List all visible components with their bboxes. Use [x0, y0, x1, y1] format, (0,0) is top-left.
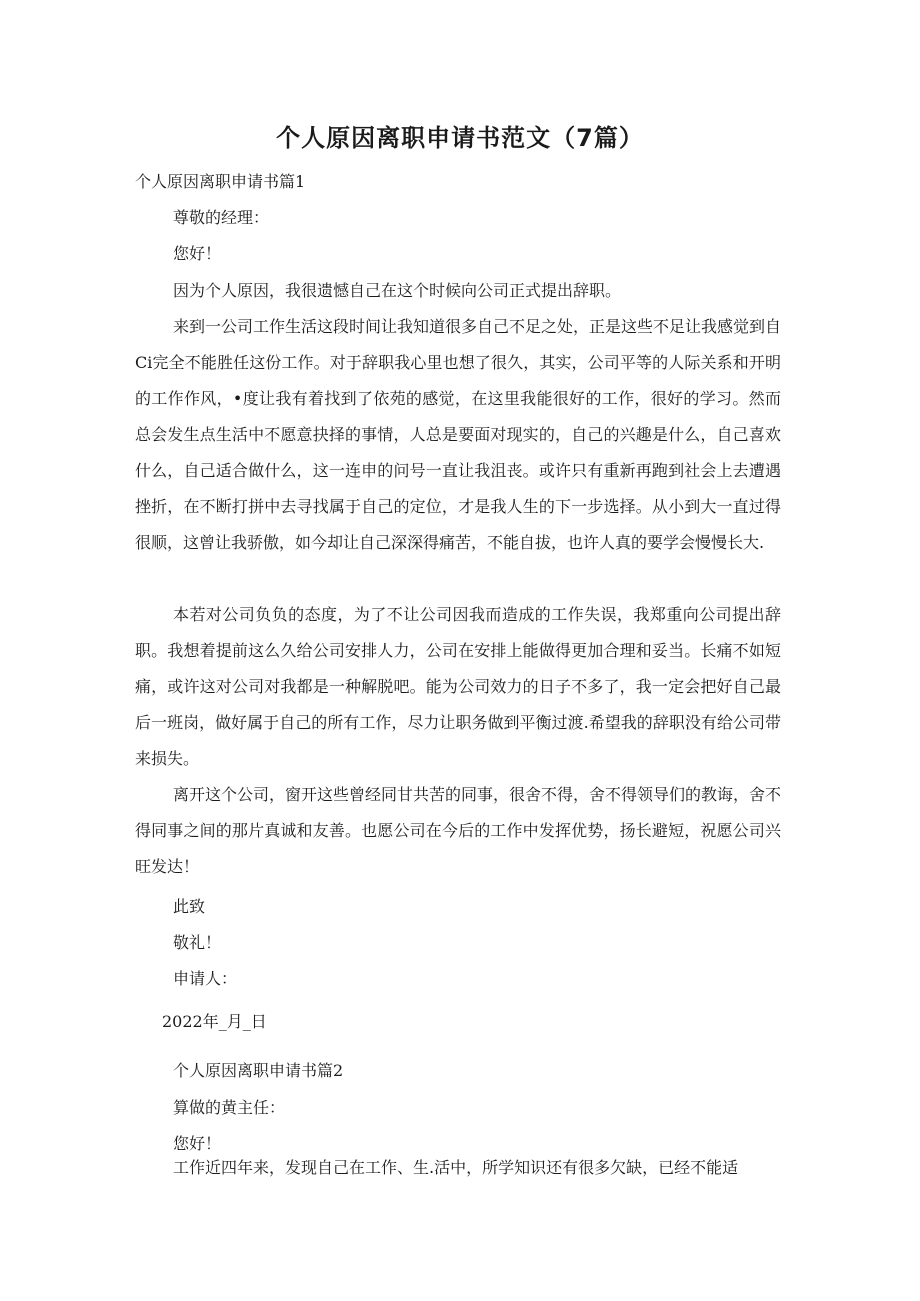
closing-line-1: 此致: [173, 897, 206, 916]
section2-paragraph-1: 工作近四年来，发现自己在工作、生.活中，所学知识还有很多欠缺，已经不能适: [173, 1158, 739, 1177]
document-title: 个人原因离职申请书范文（7篇）: [276, 124, 644, 152]
section1-paragraph-2: 本若对公司负负的态度，为了不让公司因我而造成的工作失误，我郑重向公司提出辞职。我想着提前这么久给公司安排人力，公司在安排上能做得更加合理和妥当。长痛不如短痛，或许这对公司对我都是一种解脱吧。能为公司效力的日子不多了，我一定会把好自己最后一班岗，做好属于自己的所有工作，尽力让职务做到平衡过渡.希望我的辞职没有给公司带来损失。: [135, 605, 781, 768]
section2-salutation: 算做的黄主任：: [173, 1098, 286, 1117]
application-date: 2022年_月_日: [162, 1012, 267, 1031]
closing-line-2: 敬礼！: [173, 933, 222, 952]
applicant-label: 申请人：: [173, 969, 238, 988]
section1-intro: 因为个人原因，我很遗憾自己在这个时候向公司正式提出辞职。: [173, 281, 622, 300]
section2-greeting: 您好！: [173, 1134, 222, 1153]
section1-salutation: 尊敬的经理：: [173, 208, 270, 227]
section1-heading: 个人原因离职申请书篇1: [135, 172, 306, 191]
section1-paragraph-3: 离开这个公司，窗开这些曾经同甘共苦的同事，很舍不得，舍不得领导们的教诲，舍不得同事之间的那片真诚和友善。也愿公司在今后的工作中发挥优势，扬长避短，祝愿公司兴旺发达！: [135, 785, 782, 876]
section1-paragraph-1: 来到一公司工作生活这段时间让我知道很多自己不足之处，正是这些不足让我感觉到自Ci完全不能胜任这份工作。对于辞职我心里也想了很久，其实，公司平等的人际关系和开明的工作作风，•度让我有着找到了依苑的感觉，在这里我能很好的工作，很好的学习。然而总会发生点生活中不愿意抉择的事情，人总是要面对现实的，自己的兴趣是什么，自己喜欢什么，自己适合做什么，这一连申的问号一直让我沮丧。或许只有重新再跑到社会上去遭遇挫折，在不断打拼中去寻找属于自己的定位，才是我人生的下一步选择。从小到大一直过得很顺，这曾让我骄傲，如今却让自己深深得痛苦，不能自拔，也许人真的要学会慢慢长大.: [135, 317, 782, 552]
section1-greeting: 您好！: [173, 244, 222, 263]
section2-heading: 个人原因离职申请书篇2: [173, 1061, 344, 1080]
